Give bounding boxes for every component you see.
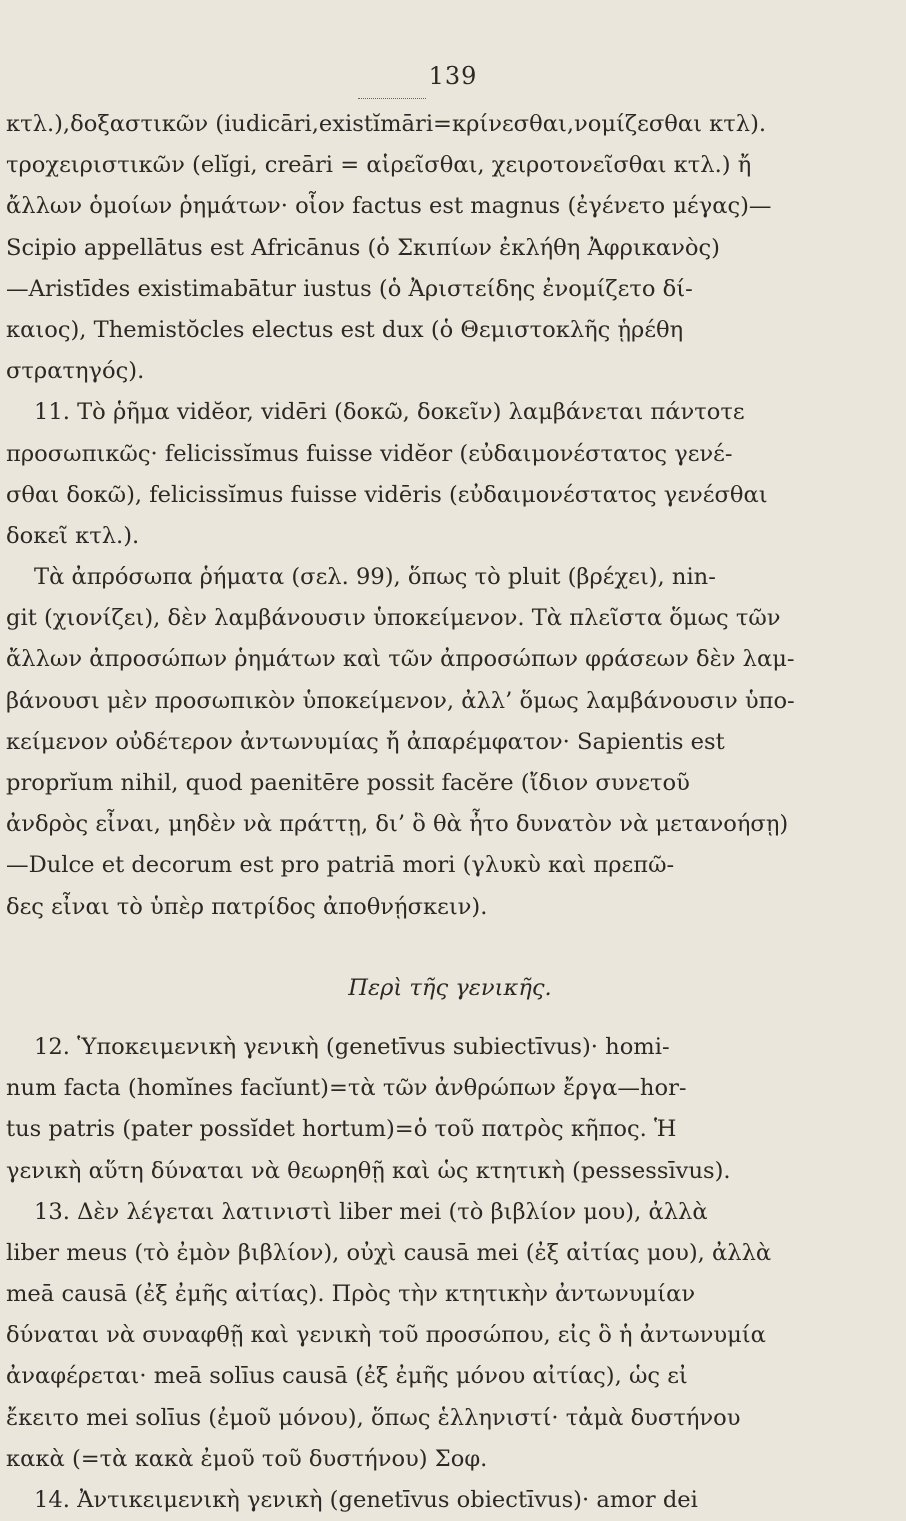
text-line: ἀναφέρεται· meā solīus causā (ἐξ ἐμῆς μόνου αἰτίας), ὡς εἰ: [6, 1363, 688, 1390]
text-line: στρατηγός).: [6, 358, 145, 385]
body-text: [0, 104, 906, 1521]
text-line: σθαι δοκῶ), felicissĭmus fuisse vidēris (εὐδαιμονέστατος γενέσθαι: [6, 481, 768, 508]
text-line: ἔκειτο mei solīus (ἐμοῦ μόνου), ὅπως ἑλληνιστί· τἀμὰ δυστήνου: [6, 1404, 741, 1431]
text-line: γενικὴ αὕτη δύναται νὰ θεωρηθῇ καὶ ὡς κτητικὴ (pessessīvus).: [6, 1157, 731, 1184]
text-line: κακὰ (=τὰ κακὰ ἐμοῦ τοῦ δυστήνου) Σοφ.: [6, 1445, 488, 1472]
text-line: κείμενον οὐδέτερον ἀντωνυμίας ἤ ἀπαρέμφατον· Sapientis est: [6, 728, 725, 755]
paragraph-14-start: 14. Ἀντικειμενικὴ γενικὴ (genetīvus obiectīvus)· amor dei: [34, 1487, 698, 1513]
text-line: προσωπικῶς· felicissĭmus fuisse vidĕor (εὐδαιμονέστατος γενέ-: [6, 440, 733, 467]
text-line: Scipio appellātus est Africānus (ὁ Σκιπίων ἐκλήθη Ἀφρικανὸς): [6, 234, 720, 261]
text-line: —Aristīdes existimabātur iustus (ὁ Ἀριστείδης ἐνομίζετο δί-: [6, 275, 693, 302]
section-heading: Περὶ τῆς γενικῆς.: [348, 974, 552, 1001]
paragraph-start: Τὰ ἀπρόσωπα ῥήματα (σελ. 99), ὅπως τὸ pluit (βρέχει), nin-: [34, 564, 716, 591]
text-line: κτλ.),δοξαστικῶν (iudicāri,existĭmāri=κρίνεσθαι,νομίζεσθαι κτλ).: [6, 111, 767, 137]
text-line: liber meus (τὸ ἐμὸν βιβλίον), οὐχὶ causā mei (ἐξ αἰτίας μου), ἀλλὰ: [6, 1239, 772, 1266]
text-line: ἀνδρὸς εἶναι, μηδὲν νὰ πράττῃ, δι’ ὃ θὰ ἦτο δυνατὸν νὰ μετανοήσῃ): [6, 811, 789, 838]
header-rule: [358, 98, 426, 99]
paragraph-12-start: 12. Ὑποκειμενικὴ γενικὴ (genetīvus subiectīvus)· homi-: [34, 1033, 670, 1060]
text-line: num facta (homĭnes facĭunt)=τὰ τῶν ἀνθρώπων ἔργα—hor-: [6, 1075, 687, 1102]
text-line: δοκεῖ κτλ.).: [6, 522, 140, 549]
paragraph-13-start: 13. Δὲν λέγεται λατινιστὶ liber mei (τὸ βιβλίον μου), ἀλλὰ: [34, 1198, 708, 1225]
text-line: ἄλλων ἀπροσώπων ῥημάτων καὶ τῶν ἀπροσώπων φράσεων δὲν λαμ-: [6, 646, 795, 673]
text-line: τροχειριστικῶν (elĭgi, creāri = αἱρεῖσθαι, χειροτονεῖσθαι κτλ.) ἤ: [6, 152, 752, 179]
text-line: δες εἶναι τὸ ὑπὲρ πατρίδος ἀποθνῄσκειν).: [6, 893, 488, 920]
text-line: καιος), Themistŏcles electus est dux (ὁ Θεμιστοκλῆς ᾑρέθη: [6, 316, 684, 343]
text-line: meā causā (ἐξ ἐμῆς αἰτίας). Πρὸς τὴν κτητικὴν ἀντωνυμίαν: [6, 1281, 696, 1308]
text-line: tus patris (pater possĭdet hortum)=ὁ τοῦ πατρὸς κῆπος. Ἡ: [6, 1116, 677, 1143]
text-line: proprĭum nihil, quod paenitēre possit facĕre (ἴδιον συνετοῦ: [6, 770, 690, 796]
text-line: ἄλλων ὁμοίων ῥημάτων· οἷον factus est magnus (ἐγένετο μέγας)—: [6, 193, 772, 220]
page-number: 139: [428, 62, 478, 90]
text-line: δύναται νὰ συναφθῇ καὶ γενικὴ τοῦ προσώπου, εἰς ὃ ἡ ἀντωνυμία: [6, 1322, 766, 1349]
text-line: βάνουσι μὲν προσωπικὸν ὑποκείμενον, ἀλλ’ ὅμως λαμβάνουσιν ὑπο-: [6, 687, 795, 714]
text-line: git (χιονίζει), δὲν λαμβάνουσιν ὑποκείμενον. Τὰ πλεῖστα ὅμως τῶν: [6, 605, 781, 632]
text-line: —Dulce et decorum est pro patriā mori (γλυκὺ καὶ πρεπῶ-: [6, 852, 675, 879]
paragraph-11-start: 11. Τὸ ῥῆμα vidĕor, vidēri (δοκῶ, δοκεῖν) λαμβάνεται πάντοτε: [34, 399, 745, 426]
